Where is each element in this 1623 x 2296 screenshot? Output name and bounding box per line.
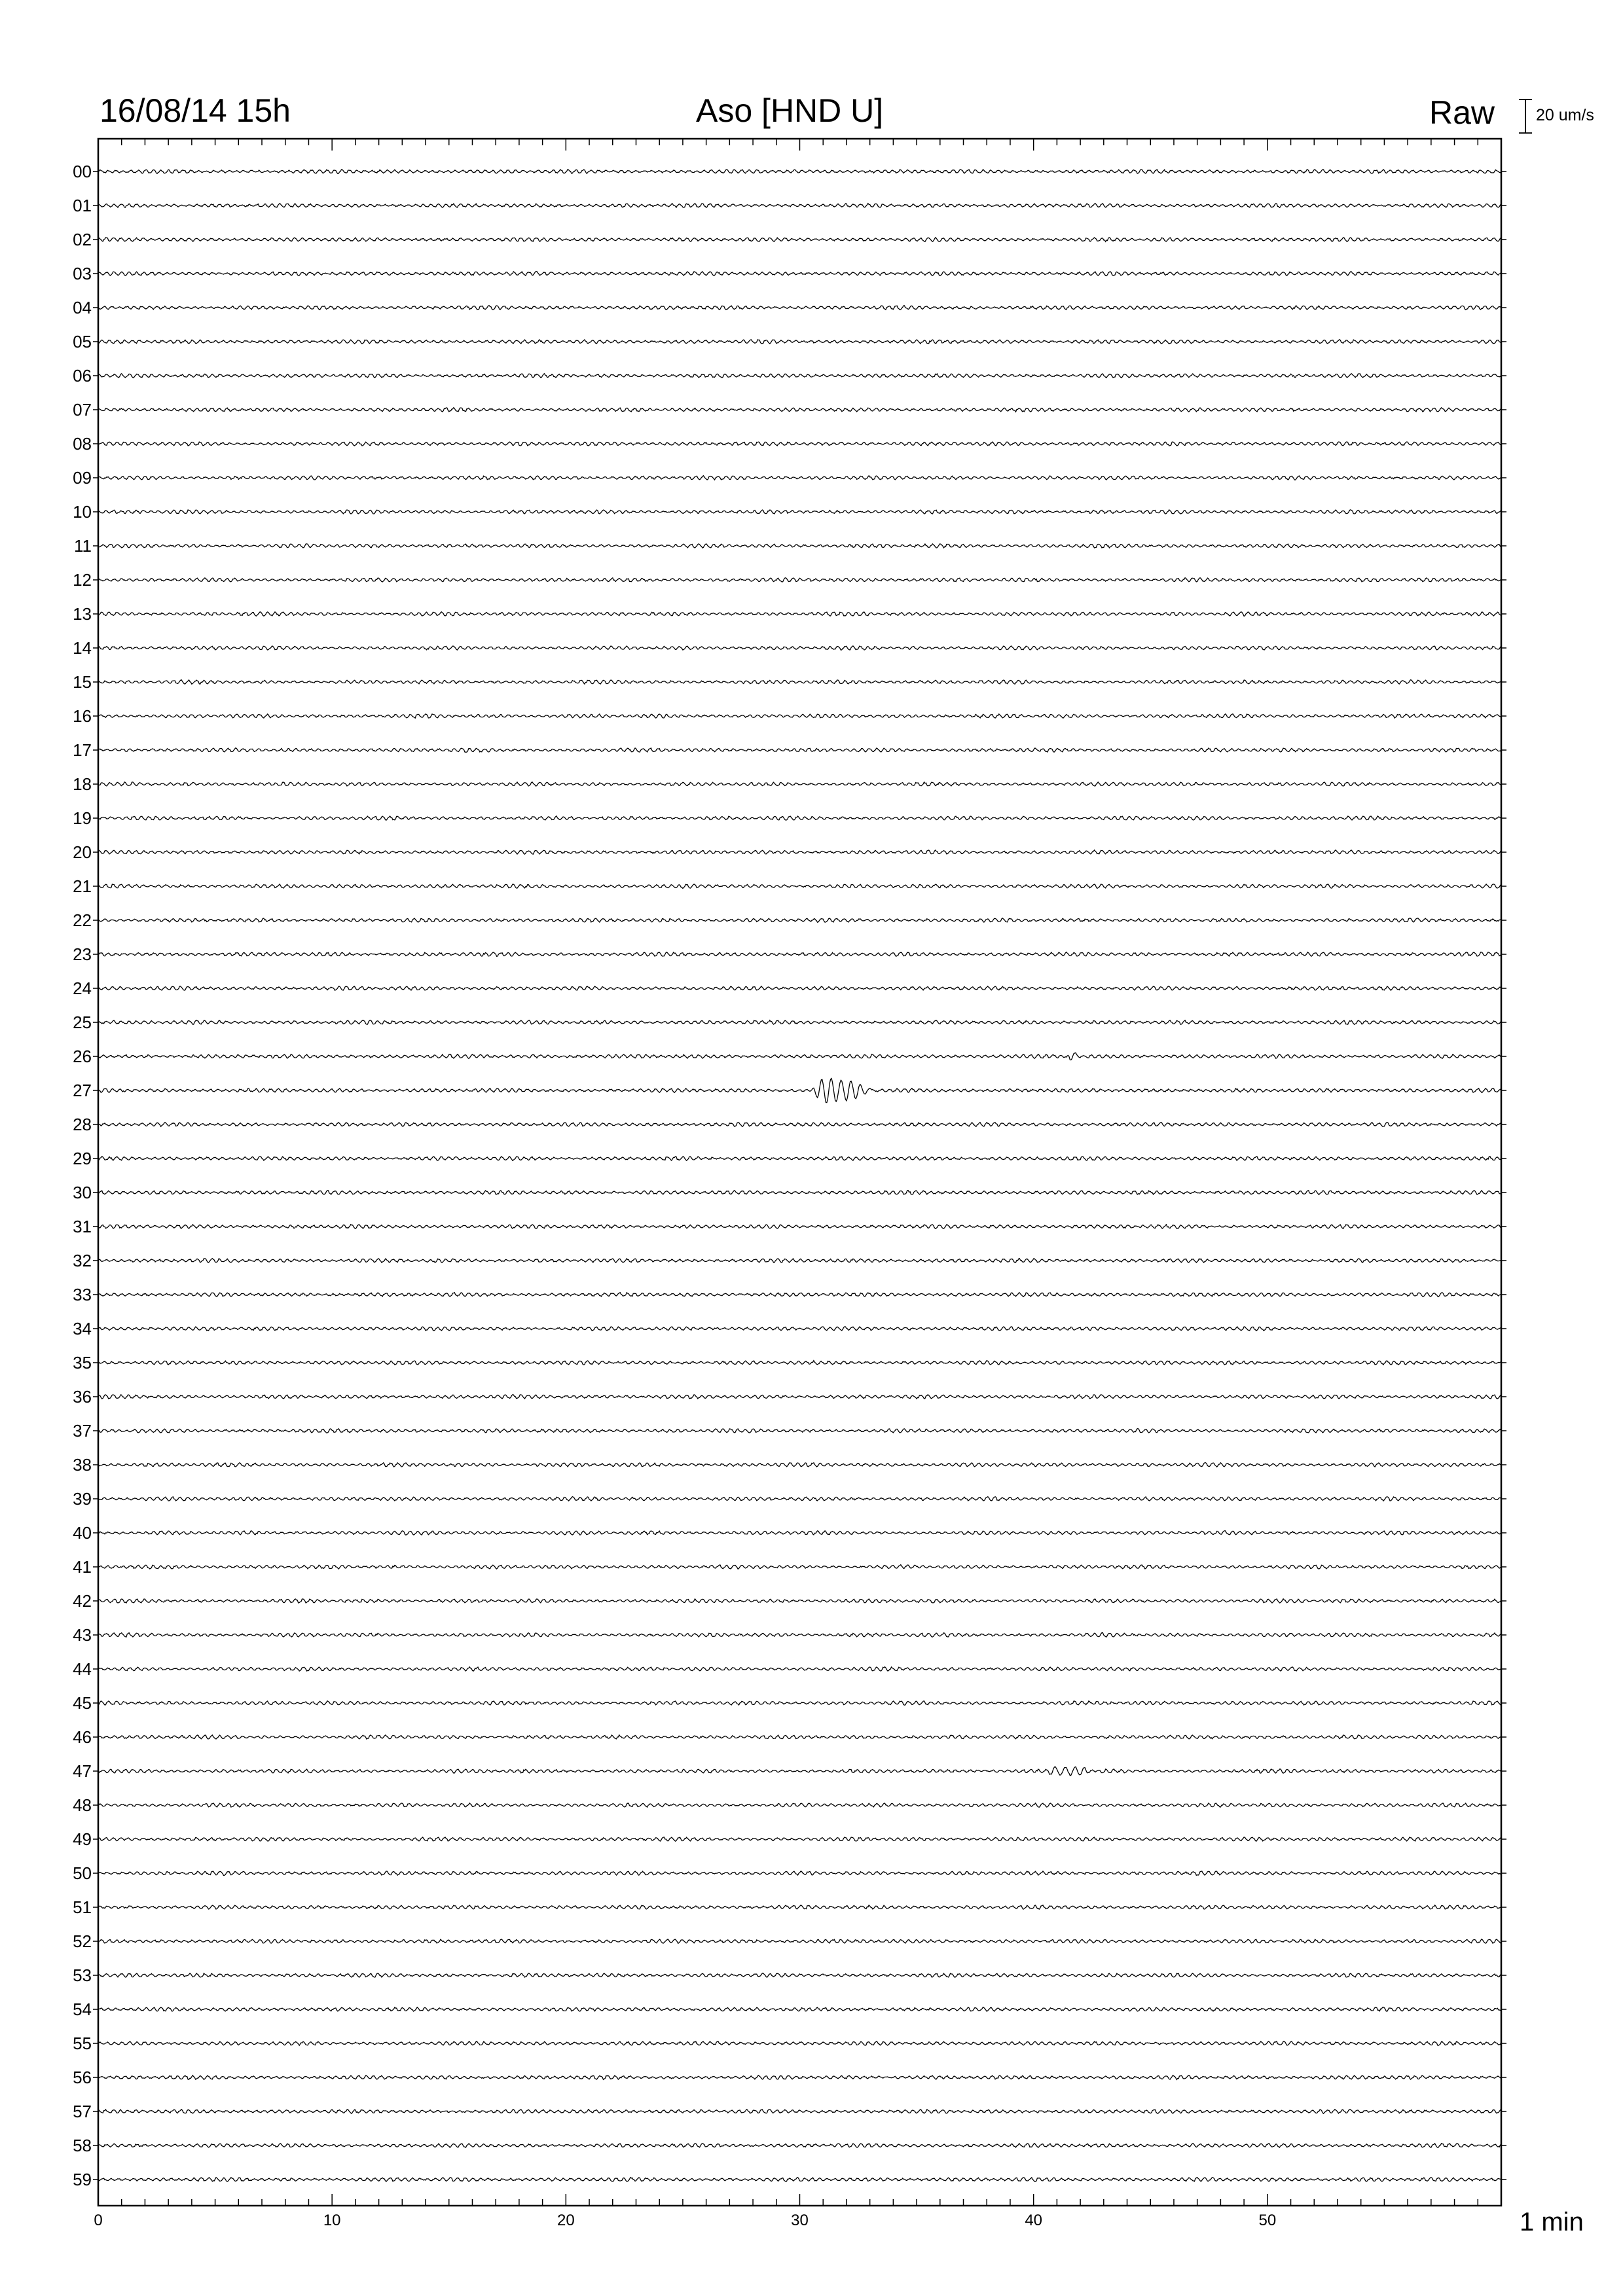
row-label: 24: [73, 978, 92, 998]
row-label: 13: [73, 604, 92, 624]
trace-42: [98, 1599, 1501, 1603]
trace-55: [98, 2041, 1501, 2045]
trace-38: [98, 1463, 1501, 1467]
row-label: 50: [73, 1863, 92, 1883]
row-label: 04: [73, 298, 92, 317]
trace-11: [98, 544, 1501, 548]
trace-39: [98, 1497, 1501, 1501]
row-label: 33: [73, 1285, 92, 1304]
trace-01: [98, 204, 1501, 208]
row-label: 06: [73, 366, 92, 386]
row-label: 11: [74, 536, 92, 556]
row-label: 47: [73, 1761, 92, 1781]
trace-29: [98, 1157, 1501, 1160]
row-label: 44: [73, 1659, 92, 1679]
trace-35: [98, 1361, 1501, 1365]
trace-07: [98, 408, 1501, 412]
row-label: 45: [73, 1693, 92, 1713]
trace-00: [98, 170, 1501, 173]
trace-27: [98, 1079, 1501, 1103]
row-label: 17: [73, 740, 92, 760]
trace-09: [98, 476, 1501, 480]
row-label: 25: [73, 1013, 92, 1032]
trace-31: [98, 1225, 1501, 1229]
row-label: 49: [73, 1829, 92, 1849]
row-label: 21: [73, 876, 92, 896]
trace-52: [98, 1939, 1501, 1944]
amplitude-scale-label: 20 um/s: [1536, 106, 1594, 124]
trace-33: [98, 1293, 1501, 1297]
row-label: 36: [73, 1387, 92, 1407]
trace-58: [98, 2144, 1501, 2147]
x-tick-label: 10: [323, 2212, 341, 2229]
row-label: 32: [73, 1251, 92, 1270]
trace-10: [98, 510, 1501, 514]
trace-50: [98, 1871, 1501, 1876]
row-label: 15: [73, 672, 92, 692]
x-tick-label: 40: [1025, 2212, 1043, 2229]
row-label: 00: [73, 162, 92, 181]
row-label: 08: [73, 434, 92, 454]
trace-54: [98, 2007, 1501, 2011]
plot-title: Aso [HND U]: [696, 92, 884, 129]
plot-frame: [98, 139, 1501, 2206]
row-label: 30: [73, 1183, 92, 1202]
row-label: 41: [73, 1557, 92, 1577]
trace-05: [98, 340, 1501, 344]
row-label: 27: [73, 1081, 92, 1100]
trace-20: [98, 850, 1501, 855]
row-label: 43: [73, 1625, 92, 1645]
trace-59: [98, 2178, 1501, 2181]
trace-22: [98, 918, 1501, 922]
trace-36: [98, 1395, 1501, 1399]
row-label: 54: [73, 2000, 92, 2019]
trace-41: [98, 1565, 1501, 1570]
trace-04: [98, 306, 1501, 310]
row-label: 48: [73, 1795, 92, 1815]
row-label: 34: [73, 1319, 92, 1338]
plot-axes: [98, 139, 1501, 2206]
row-label: 55: [73, 2034, 92, 2053]
row-label: 03: [73, 264, 92, 283]
row-label: 23: [73, 944, 92, 964]
row-label: 31: [73, 1217, 92, 1236]
plot-datetime: 16/08/14 15h: [100, 92, 291, 129]
row-label: 52: [73, 1931, 92, 1951]
row-label: 26: [73, 1047, 92, 1066]
trace-45: [98, 1701, 1501, 1705]
trace-21: [98, 884, 1501, 889]
x-tick-label: 20: [556, 2212, 575, 2229]
x-axis-ticks: [94, 139, 1501, 2229]
row-label: 38: [73, 1455, 92, 1475]
trace-12: [98, 578, 1501, 582]
trace-53: [98, 1973, 1501, 1977]
row-label: 18: [73, 774, 92, 794]
trace-group: [98, 170, 1501, 2181]
trace-37: [98, 1429, 1501, 1433]
row-label: 22: [73, 910, 92, 930]
trace-32: [98, 1259, 1501, 1263]
row-label: 28: [73, 1115, 92, 1134]
trace-17: [98, 748, 1501, 753]
trace-18: [98, 782, 1501, 786]
row-label: 14: [73, 638, 92, 658]
row-label: 53: [73, 1965, 92, 1985]
trace-08: [98, 442, 1501, 446]
row-label: 39: [73, 1489, 92, 1509]
row-label: 51: [73, 1897, 92, 1917]
trace-43: [98, 1633, 1501, 1637]
x-tick-label: 0: [94, 2212, 103, 2229]
trace-24: [98, 986, 1501, 990]
row-label: 07: [73, 400, 92, 420]
mode-label: Raw: [1429, 94, 1495, 131]
trace-16: [98, 714, 1501, 718]
trace-06: [98, 374, 1501, 378]
trace-14: [98, 646, 1501, 650]
row-label: 16: [73, 706, 92, 726]
trace-13: [98, 612, 1501, 617]
row-label: 59: [73, 2170, 92, 2189]
row-label: 35: [73, 1353, 92, 1372]
trace-02: [98, 238, 1501, 242]
row-label: 29: [73, 1149, 92, 1168]
row-label: 40: [73, 1523, 92, 1543]
x-tick-label: 30: [791, 2212, 809, 2229]
row-label: 09: [73, 468, 92, 488]
trace-48: [98, 1803, 1501, 1807]
trace-03: [98, 272, 1501, 276]
row-label: 20: [73, 842, 92, 862]
row-label: 05: [73, 332, 92, 351]
trace-23: [98, 952, 1501, 957]
trace-25: [98, 1020, 1501, 1025]
row-label: 19: [73, 808, 92, 828]
x-tick-label: 50: [1258, 2212, 1277, 2229]
trace-57: [98, 2109, 1501, 2113]
trace-51: [98, 1905, 1501, 1909]
trace-15: [98, 680, 1501, 685]
trace-19: [98, 816, 1501, 820]
trace-34: [98, 1327, 1501, 1331]
row-label: 57: [73, 2102, 92, 2121]
x-axis-unit-label: 1 min: [1520, 2208, 1584, 2236]
row-label: 56: [73, 2068, 92, 2087]
row-label: 46: [73, 1727, 92, 1747]
row-label: 12: [73, 570, 92, 590]
trace-47: [98, 1767, 1501, 1776]
row-label: 42: [73, 1591, 92, 1611]
trace-28: [98, 1122, 1501, 1126]
trace-44: [98, 1667, 1501, 1672]
row-label: 02: [73, 230, 92, 249]
row-label: 37: [73, 1421, 92, 1441]
row-label: 58: [73, 2136, 92, 2155]
trace-26: [98, 1053, 1501, 1060]
row-labels: [73, 162, 1506, 2189]
amplitude-scale-bar: [1519, 99, 1532, 133]
trace-46: [98, 1735, 1501, 1739]
trace-40: [98, 1531, 1501, 1535]
row-label: 10: [73, 502, 92, 522]
trace-30: [98, 1191, 1501, 1195]
row-label: 01: [73, 196, 92, 215]
trace-56: [98, 2075, 1501, 2080]
trace-49: [98, 1837, 1501, 1841]
